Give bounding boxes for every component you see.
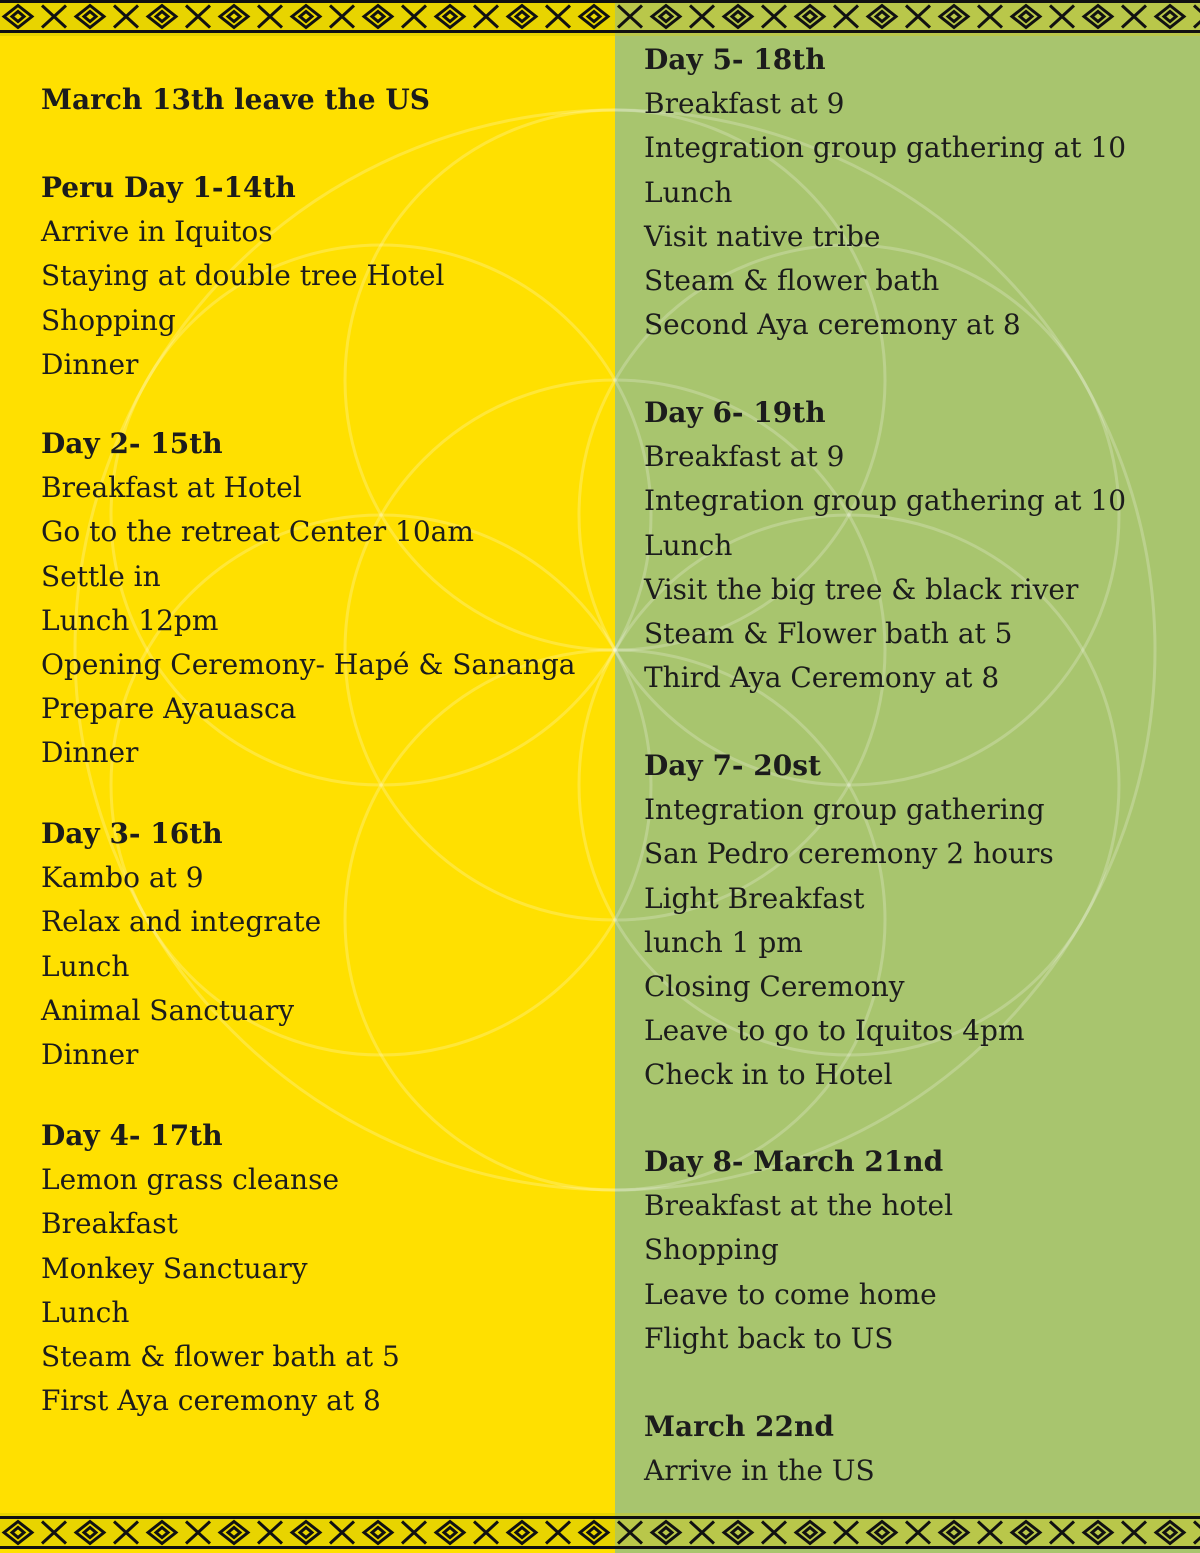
itinerary-item: Prepare Ayauasca [41, 692, 297, 726]
day-heading: Day 2- 15th [41, 427, 223, 460]
itinerary-item: Shopping [41, 303, 176, 337]
itinerary-item: Steam & Flower bath at 5 [644, 617, 1013, 651]
itinerary-item: Integration group gathering at 10 [644, 131, 1127, 165]
day-heading: Peru Day 1-14th [41, 171, 296, 204]
itinerary-item: Relax and integrate [41, 905, 322, 939]
itinerary-item: Closing Ceremony [644, 970, 905, 1004]
top-decorative-border [0, 0, 1200, 36]
itinerary-item: Leave to come home [644, 1277, 937, 1311]
itinerary-item: Second Aya ceremony at 8 [644, 308, 1021, 342]
itinerary-item: Dinner [41, 347, 139, 381]
itinerary-item: Visit native tribe [644, 219, 881, 253]
itinerary-item: Arrive in Iquitos [41, 215, 273, 249]
itinerary-item: Lunch [644, 175, 733, 209]
itinerary-item: Visit the big tree & black river [644, 572, 1079, 606]
itinerary-item: Lemon grass cleanse [41, 1163, 340, 1197]
itinerary-item: Go to the retreat Center 10am [41, 515, 474, 549]
itinerary-item: Staying at double tree Hotel [41, 259, 445, 293]
itinerary-item: Shopping [644, 1233, 779, 1267]
intro-block [41, 78, 606, 122]
intro-heading: March 13th leave the US [41, 83, 430, 116]
day-heading: Day 6- 19th [644, 396, 826, 429]
itinerary-item: Monkey Sanctuary [41, 1251, 308, 1285]
itinerary-item: Animal Sanctuary [41, 993, 295, 1027]
day-heading: Day 8- March 21nd [644, 1145, 944, 1178]
day-block-1 [41, 166, 606, 387]
itinerary-item: Lunch [41, 1295, 130, 1329]
itinerary-item: Breakfast at 9 [644, 440, 845, 474]
day-block-3 [41, 812, 606, 1077]
day-heading: Day 4- 17th [41, 1119, 223, 1152]
itinerary-item: lunch 1 pm [644, 925, 803, 959]
itinerary-item: Check in to Hotel [644, 1058, 893, 1092]
itinerary-item: Breakfast at 9 [644, 87, 845, 121]
itinerary-item: Lunch [644, 528, 733, 562]
itinerary-item: Breakfast [41, 1207, 178, 1241]
itinerary-item: Kambo at 9 [41, 861, 204, 895]
itinerary-item: Light Breakfast [644, 881, 865, 915]
itinerary-item: Breakfast at Hotel [41, 471, 302, 505]
itinerary-item: Flight back to US [644, 1321, 894, 1355]
itinerary-item: Third Aya Ceremony at 8 [644, 661, 1000, 695]
arrival-block [644, 1405, 1189, 1493]
itinerary-item: Breakfast at the hotel [644, 1189, 954, 1223]
day-block-5 [644, 38, 1189, 347]
day-heading: Day 3- 16th [41, 817, 223, 850]
itinerary-item: Arrive in the US [644, 1454, 875, 1488]
day-heading: Day 7- 20st [644, 749, 821, 782]
day-block-6 [644, 391, 1189, 700]
itinerary-item: Settle in [41, 559, 161, 593]
itinerary-item: Opening Ceremony- Hapé & Sananga [41, 648, 576, 682]
itinerary-item: Integration group gathering [644, 793, 1045, 827]
itinerary-item: Dinner [41, 1038, 139, 1072]
itinerary-item: San Pedro ceremony 2 hours [644, 837, 1054, 871]
itinerary-item: Steam & flower bath [644, 264, 940, 298]
day-block-8 [644, 1140, 1189, 1361]
bottom-decorative-border [0, 1513, 1200, 1549]
itinerary-item: Leave to go to Iquitos 4pm [644, 1014, 1025, 1048]
itinerary-item: Steam & flower bath at 5 [41, 1340, 400, 1374]
day-block-2 [41, 422, 606, 776]
day-block-4 [41, 1114, 606, 1423]
itinerary-item: Lunch 12pm [41, 603, 219, 637]
itinerary-item: Integration group gathering at 10 [644, 484, 1127, 518]
day-heading: Day 5- 18th [644, 43, 826, 76]
itinerary-item: Lunch [41, 949, 130, 983]
itinerary-item: First Aya ceremony at 8 [41, 1384, 381, 1418]
day-block-7 [644, 744, 1189, 1098]
day-heading: March 22nd [644, 1410, 834, 1443]
itinerary-item: Dinner [41, 736, 139, 770]
